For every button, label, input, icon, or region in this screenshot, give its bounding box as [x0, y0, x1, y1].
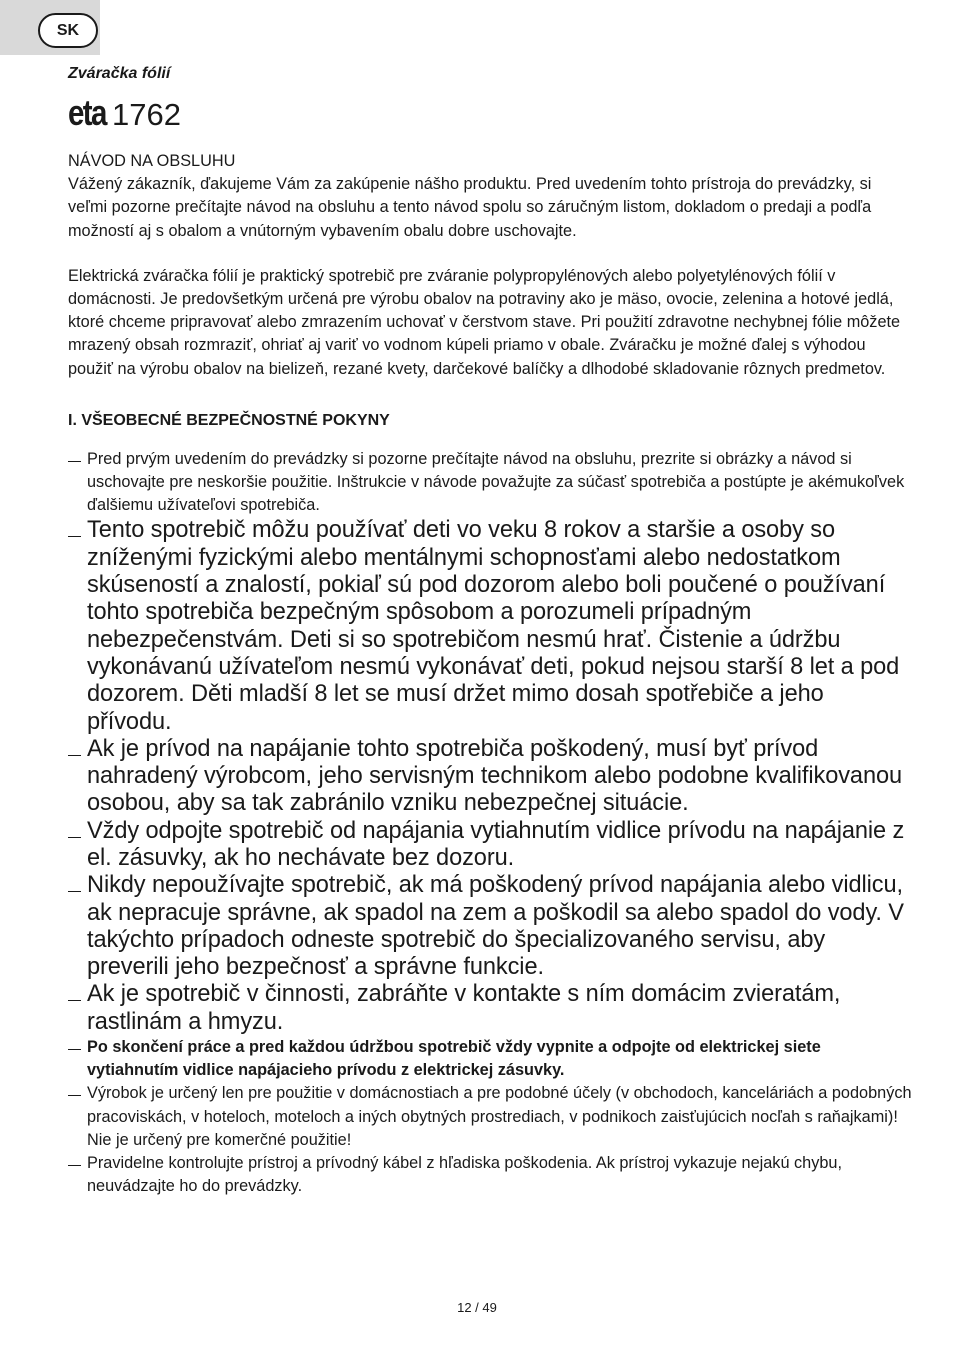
- list-item-text: Nikdy nepoužívajte spotrebič, ak má poškodený prívod napájania alebo vidlicu, ak nepracuje správne, ak spadol na zem a poškodil sa alebo spadol do vody. V takýchto prípadoch odneste spotrebič do špecializovaného servisu, aby preverili jeho bezpečnosť a správne funkcie.: [87, 872, 904, 981]
- dash-bullet: [68, 1000, 81, 1001]
- list-item-text: Vždy odpojte spotrebič od napájania vytiahnutím vidlice prívodu na napájanie z el. zásuvky, ak ho nechávate bez dozoru.: [87, 817, 905, 871]
- list-item-text: Po skončení práce a pred každou údržbou spotrebič vždy vypnite a odpojte od elektrickej siete vytiahnutím vidlice napájacieho prívodu z elektrickej zásuvky.: [87, 1038, 821, 1080]
- list-item-text: Pravidelne kontrolujte prístroj a prívodný kábel z hľadiska poškodenia. Ak prístroj vykazuje nejakú chybu, neuvádzajte ho do prevádzky.: [87, 1154, 842, 1196]
- list-item-text: Ak je spotrebič v činnosti, zabráňte v kontakte s ním domácim zvieratám, rastlinám a hmyzu.: [87, 981, 841, 1035]
- list-item-text: Pred prvým uvedením do prevádzky si pozorne prečítajte návod na obsluhu, prezrite si obrázky a návod si uschovajte pre neskoršie použitie. Inštrukcie v návode považujte za súčasť spotrebiča a postúpte je akémukoľvek ďalšiemu užívateľovi spotrebiča.: [87, 449, 905, 515]
- dash-bullet: [68, 536, 81, 537]
- list-item: [68, 736, 913, 818]
- language-tab: [0, 0, 100, 55]
- manual-heading: NÁVOD NA OBSLUHU: [68, 152, 236, 170]
- dash-bullet: [68, 837, 81, 838]
- dash-bullet: [68, 1095, 81, 1096]
- language-badge: SK: [38, 13, 98, 48]
- page-number: 12 / 49: [457, 1300, 497, 1315]
- description-paragraph: Elektrická zváračka fólií je praktický spotrebič pre zváranie polypropylénových alebo polyetylénových fólií v domácnosti. Je predovšetkým určená pre výrobu obalov na potraviny ako je mäso, ovocie, zelenina a hotové jedlá, ktoré chceme pripravovať alebo zmrazením uchovať v čerstvom stave. Pri použití zdravotne nechybnej fólie môžete mrazený obsah rozmraziť, ohriať aj variť vo vodnom kúpeli priamo v obale. Zváračku je možné ďalej s výhodou použiť na výrobu obalov na bielizeň, rezané kvety, darčekové balíčky a dlhodobé skladovanie rôznych predmetov.: [68, 266, 901, 378]
- model-number: 1762: [112, 97, 181, 132]
- safety-instructions-list: [68, 448, 913, 1199]
- list-item: [68, 1082, 913, 1152]
- list-item-text: Ak je prívod na napájanie tohto spotrebiča poškodený, musí byť prívod nahradený výrobcom, jeho servisným technikom alebo podobne kvalifikovanou osobou, aby sa tak zabránilo vzniku nebezpečnej situácie.: [87, 735, 903, 817]
- list-item-text: Výrobok je určený len pre použitie v domácnostiach a pre podobné účely (v obchodoch, kanceláriách a podobných pracoviskách, v hoteloch, moteloch a iných obytných prostrediach, v podnikoch zaisťujúcich nocľah s raňajkami)! Nie je určený pre komerčné použitie!: [87, 1084, 912, 1149]
- section-title: I. VŠEOBECNÉ BEZPEČNOSTNÉ POKYNY: [68, 411, 390, 429]
- intro-paragraph: Vážený zákazník, ďakujeme Vám za zakúpenie nášho produktu. Pred uvedením tohto prístroja do prevádzky, si veľmi pozorne prečítajte návod na obsluhu a tento návod spolu so záručným listom, dokladom o predaji a podľa možností aj s obalom a vnútorným vybavením obalu dobre uschovajte.: [68, 175, 872, 240]
- list-item: [68, 818, 913, 873]
- list-item-text: Tento spotrebič môžu používať deti vo veku 8 rokov a staršie a osoby so zníženými fyzickými alebo mentálnymi schopnosťami alebo nedostatkom skúseností a znalostí, pokiaľ sú pod dozorom alebo boli poučené o používaní tohto spotrebiča bezpečným spôsobom a porozumeli prípadným nebezpečenstvám. Deti si so spotrebičom nesmú hrať. Čistenie a údržbu vykonávanú užívateľom nesmú vykonávať deti, pokud nejsou starší 8 let a pod dozorem. Děti mladší 8 let se musí držet mimo dosah spotřebiče a jeho přívodu.: [87, 517, 900, 735]
- dash-bullet: [68, 1165, 81, 1166]
- list-item: [68, 448, 913, 518]
- product-subtitle: Zváračka fólií: [68, 65, 171, 82]
- manual-content: [68, 150, 913, 1199]
- list-item: [68, 981, 913, 1036]
- dash-bullet: [68, 461, 81, 462]
- list-item: [68, 1152, 913, 1198]
- list-item: [68, 872, 913, 981]
- list-item: [68, 1036, 913, 1082]
- list-item: [68, 517, 913, 735]
- dash-bullet: [68, 755, 81, 756]
- dash-bullet: [68, 891, 81, 892]
- dash-bullet: [68, 1049, 81, 1050]
- brand-header: [68, 92, 181, 136]
- brand-logo: eta: [68, 92, 106, 133]
